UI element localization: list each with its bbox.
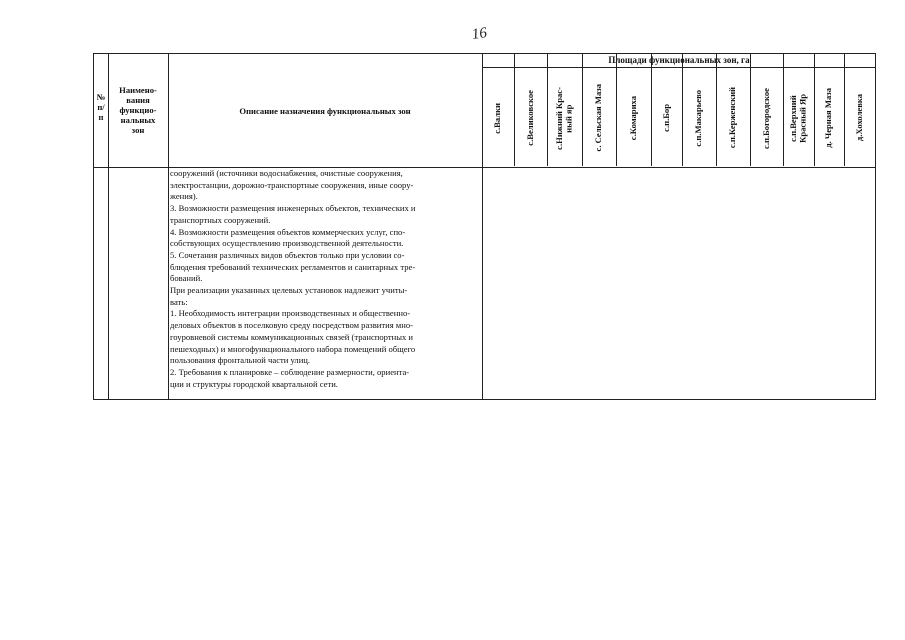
- settlement-header: с.п.Богородское: [760, 87, 771, 149]
- settlement-header: д. Черная Маза: [823, 88, 834, 148]
- description-line: вать:: [170, 296, 188, 307]
- header-description: Описание назначения функциональных зон: [239, 106, 411, 116]
- header-zone-areas: Площади функциональных зон, га: [608, 55, 750, 65]
- description-line: транспортных сооружений.: [170, 214, 271, 225]
- row-divider: [482, 67, 875, 68]
- description-line: 5. Сочетания различных видов объектов только при условии со-: [170, 249, 405, 260]
- settlement-header: с.Великовское: [524, 90, 535, 146]
- description-line: собствующих осуществлению производственной деятельности.: [170, 238, 404, 249]
- description-line: электростанции, дорожно-транспортные сооружения, иные соору-: [170, 179, 414, 190]
- settlement-header: д.Хохолевка: [853, 94, 864, 142]
- description-line: ции и структуры городской квартальной сети.: [170, 378, 338, 389]
- description-line: сооружений (источники водоснабжения, очистные сооружения,: [170, 168, 403, 178]
- settlement-header: с. Сельская Маза: [593, 84, 604, 152]
- description-line: бований.: [170, 273, 203, 284]
- description-line: 2. Требования к планировке – соблюдение размерности, ориента-: [170, 366, 410, 377]
- page-number: 16: [470, 25, 488, 43]
- description-line: пешеходных) и многофункционального набора помещений общего: [170, 343, 416, 354]
- header-zone-name: Наимено- вания функцио- нальных зон: [119, 85, 157, 135]
- settlement-header: с.п.Керженский: [727, 87, 738, 149]
- description-line: блюдения требований технических регламентов и санитарных тре-: [170, 261, 416, 272]
- description-line: 4. Возможности размещения объектов коммерческих услуг, спо-: [170, 226, 406, 237]
- functional-zones-table: [93, 53, 876, 400]
- settlement-header: с.Валки: [492, 102, 503, 134]
- header-number: № п/ п: [96, 92, 106, 122]
- settlement-header: с.Комариха: [627, 95, 638, 141]
- description-line: пользования фронтальной части улиц.: [170, 355, 311, 366]
- description-line: гоуровневой системы коммуникационных связей (транспортных и: [170, 331, 414, 342]
- settlement-header: с.Нижний Крас- ный яр: [554, 86, 574, 150]
- description-line: 1. Необходимость интеграции производственных и общественно-: [170, 308, 411, 319]
- description-line: жения).: [170, 191, 198, 202]
- settlement-header: с.п.Макарьево: [693, 89, 704, 147]
- description-line: При реализации указанных целевых установок надлежит учиты-: [170, 285, 408, 296]
- settlement-header: с.п.Верхний Красный Яр: [788, 93, 808, 143]
- description-line: 3. Возможности размещения инженерных объектов, технических и: [170, 203, 416, 214]
- settlement-header: с.п.Бор: [660, 104, 671, 132]
- description-line: деловых объектов в поселковую среду посредством развития мно-: [170, 320, 413, 331]
- zone-description-text: [170, 168, 478, 390]
